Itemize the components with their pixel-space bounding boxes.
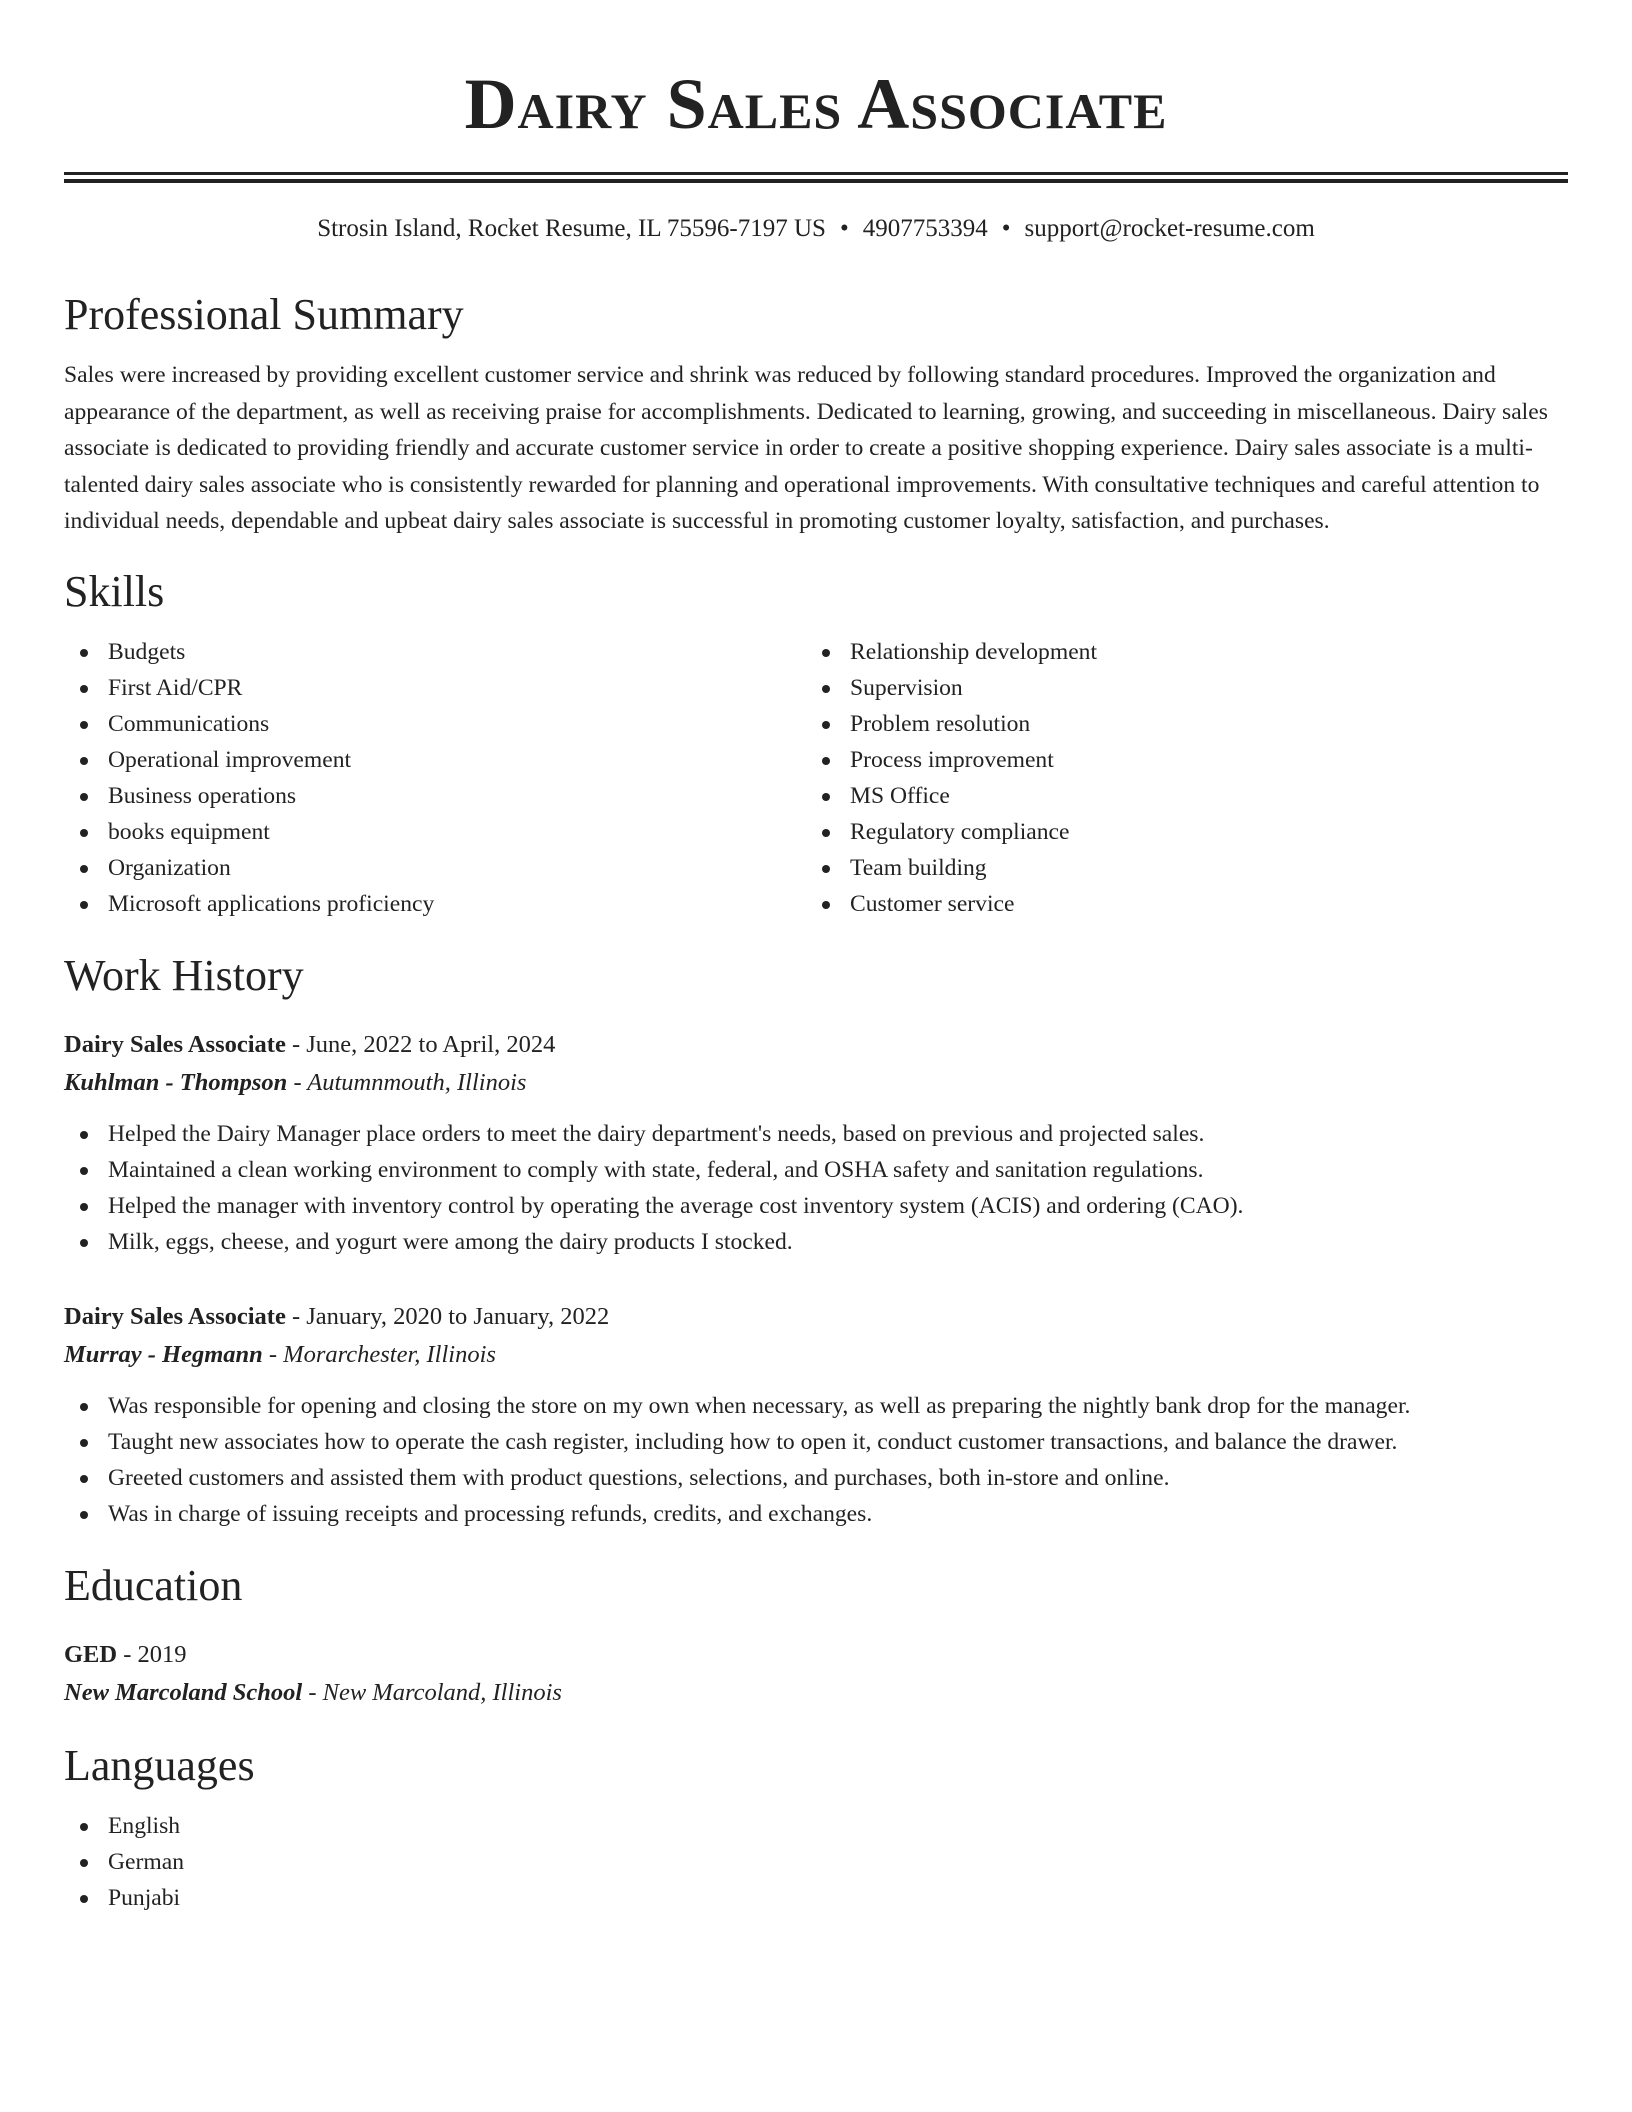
skill-item: Process improvement <box>806 742 1548 778</box>
skill-item: Relationship development <box>806 634 1548 670</box>
job-location: - Morarchester, Illinois <box>262 1340 496 1368</box>
job-title: Dairy Sales Associate <box>64 1302 286 1330</box>
contact-separator: • <box>1001 215 1011 242</box>
job-company: Kuhlman - Thompson <box>64 1068 288 1096</box>
job-duty: Was in charge of issuing receipts and processing refunds, credits, and exchanges. <box>64 1496 1568 1532</box>
job-duty: Greeted customers and assisted them with product questions, selections, and purchases, both in-store and online. <box>64 1460 1568 1496</box>
title-divider <box>64 172 1568 183</box>
job-duties <box>64 1388 1568 1532</box>
skill-item: Problem resolution <box>806 706 1548 742</box>
education-heading: Education <box>64 1560 243 1610</box>
skill-item: First Aid/CPR <box>64 670 806 706</box>
skill-item: Customer service <box>806 886 1548 922</box>
languages-heading: Languages <box>64 1740 255 1790</box>
job-title-line <box>64 1026 1568 1064</box>
education-school: New Marcoland School <box>64 1678 303 1706</box>
job-company-line <box>64 1064 1568 1102</box>
skill-item: Organization <box>64 850 806 886</box>
job-duty: Helped the manager with inventory control by operating the average cost inventory system (ACIS) and ordering (CAO). <box>64 1188 1568 1224</box>
skill-item: Regulatory compliance <box>806 814 1548 850</box>
skill-item: Budgets <box>64 634 806 670</box>
skill-item: MS Office <box>806 778 1548 814</box>
summary-heading: Professional Summary <box>64 290 464 339</box>
education-year: - 2019 <box>117 1640 187 1668</box>
resume-title: Dairy Sales Associate <box>464 64 1168 144</box>
skills-column-left <box>64 634 806 922</box>
job-company: Murray - Hegmann <box>64 1340 263 1368</box>
skills-column-right <box>806 634 1548 922</box>
work-history-heading: Work History <box>64 950 304 1000</box>
language-item: English <box>64 1808 1568 1844</box>
contact-phone: 4907753394 <box>862 215 988 242</box>
job-duty: Maintained a clean working environment to comply with state, federal, and OSHA safety and sanitation regulations. <box>64 1152 1568 1188</box>
education-degree-line <box>64 1636 1568 1674</box>
job-duties <box>64 1116 1568 1260</box>
education-location: - New Marcoland, Illinois <box>302 1678 562 1706</box>
job-entry <box>64 1298 1568 1532</box>
contact-email: support@rocket-resume.com <box>1024 215 1315 242</box>
job-entry <box>64 1026 1568 1260</box>
skills-list <box>64 634 1568 922</box>
skill-item: Microsoft applications proficiency <box>64 886 806 922</box>
job-duty: Was responsible for opening and closing the store on my own when necessary, as well as preparing the nightly bank drop for the manager. <box>64 1388 1568 1424</box>
job-location: - Autumnmouth, Illinois <box>287 1068 527 1096</box>
job-company-line <box>64 1336 1568 1374</box>
skills-heading: Skills <box>64 566 165 616</box>
job-duty: Helped the Dairy Manager place orders to meet the dairy department's needs, based on previous and projected sales. <box>64 1116 1568 1152</box>
education-degree: GED <box>64 1640 118 1668</box>
skill-item: Team building <box>806 850 1548 886</box>
contact-separator: • <box>839 215 849 242</box>
language-item: Punjabi <box>64 1880 1568 1916</box>
skill-item: Communications <box>64 706 806 742</box>
skill-item: Supervision <box>806 670 1548 706</box>
education-entry <box>64 1636 1568 1712</box>
job-dates: - January, 2020 to January, 2022 <box>285 1302 610 1330</box>
job-dates: - June, 2022 to April, 2024 <box>285 1030 556 1058</box>
skill-item: books equipment <box>64 814 806 850</box>
education-school-line <box>64 1674 1568 1712</box>
languages-list <box>64 1808 1568 1916</box>
skill-item: Operational improvement <box>64 742 806 778</box>
language-item: German <box>64 1844 1568 1880</box>
job-duty: Milk, eggs, cheese, and yogurt were among the dairy products I stocked. <box>64 1224 1568 1260</box>
summary-text: Sales were increased by providing excellent customer service and shrink was reduced by following standard procedures. Improved the organization and appearance of the department, as well as receiving praise for accomplishments. Dedicated to learning, growing, and succeeding in miscellaneous. Dairy sales associate is dedicated to providing friendly and accurate customer service in order to create a positive shopping experience. Dairy sales associate is a multi-talented dairy sales associate who is consistently rewarded for planning and operational improvements. With consultative techniques and careful attention to individual needs, dependable and upbeat dairy sales associate is successful in promoting customer loyalty, satisfaction, and purchases. <box>64 362 1548 535</box>
skill-item: Business operations <box>64 778 806 814</box>
contact-line <box>64 211 1568 247</box>
job-title-line <box>64 1298 1568 1336</box>
job-duty: Taught new associates how to operate the cash register, including how to open it, conduct customer transactions, and balance the drawer. <box>64 1424 1568 1460</box>
job-title: Dairy Sales Associate <box>64 1030 286 1058</box>
contact-address: Strosin Island, Rocket Resume, IL 75596-7197 US <box>317 215 826 242</box>
